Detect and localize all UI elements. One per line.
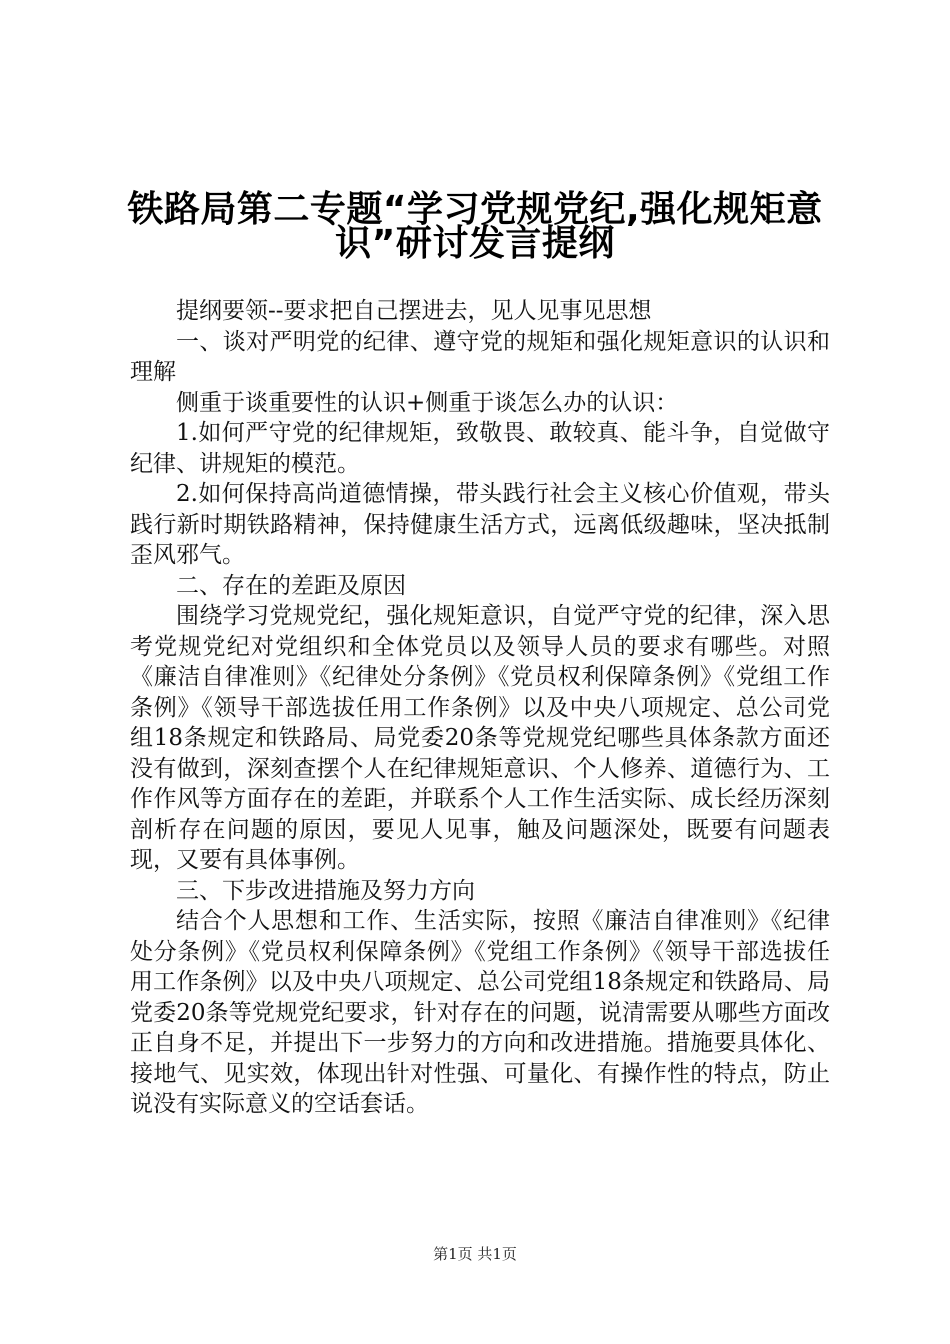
section-heading-2: 二、存在的差距及原因: [176, 572, 406, 599]
list-item-2: 2.如何保持高尚道德情操，带头践行社会主义核心价值观，带头践行新时期铁路精神，保持健康生活方式，远离低级趣味，坚决抵制歪风邪气。: [130, 481, 830, 568]
document-title-line-2: 识”研讨发言提纲: [335, 223, 615, 264]
section-heading-1: 一、谈对严明党的纪律、遵守党的规矩和强化规矩意识的认识和理解: [130, 328, 830, 385]
paragraph-improvement-measures: 结合个人思想和工作、生活实际，按照《廉洁自律准则》《纪律处分条例》《党员权利保障条例》《党组工作条例》《领导干部选拔任用工作条例》以及中央八项规定、总公司党组18条规定和铁路局、局党委20条等党规党纪要求，针对存在的问题，说清需要从哪些方面改正自身不足，并提出下一步努力的方向和改进措施。措施要具体化、接地气、见实效，体现出针对性强、可量化、有操作性的特点，防止说没有实际意义的空话套话。: [130, 908, 830, 1117]
list-item-1: 1.如何严守党的纪律规矩，致敬畏、敢较真、能斗争，自觉做守纪律、讲规矩的模范。: [130, 420, 830, 477]
document-body: [130, 296, 830, 1120]
paragraph-outline-intro: 提纲要领--要求把自己摆进去，见人见事见思想: [176, 298, 652, 324]
section-heading-3: 三、下步改进措施及努力方向: [176, 877, 475, 904]
document-title-line-1: 铁路局第二专题“学习党规党纪,强化规矩意: [127, 189, 823, 230]
paragraph-emphasis: 侧重于谈重要性的认识+侧重于谈怎么办的认识：: [176, 389, 679, 416]
paragraph-gaps-and-causes: 围绕学习党规党纪，强化规矩意识，自觉严守党的纪律，深入思考党规党纪对党组织和全体党员以及领导人员的要求有哪些。对照《廉洁自律准则》《纪律处分条例》《党员权利保障条例》《党组工作条例》《领导干部选拔任用工作条例》以及中央八项规定、总公司党组18条规定和铁路局、局党委20条等党规党纪哪些具体条款方面还没有做到，深刻查摆个人在纪律规矩意识、个人修养、道德行为、工作作风等方面存在的差距，并联系个人工作生活实际、成长经历深刻剖析存在问题的原因，要见人见事，触及问题深处，既要有问题表现，又要有具体事例。: [130, 603, 830, 873]
page-number-footer: 第1页 共1页: [433, 1245, 517, 1263]
